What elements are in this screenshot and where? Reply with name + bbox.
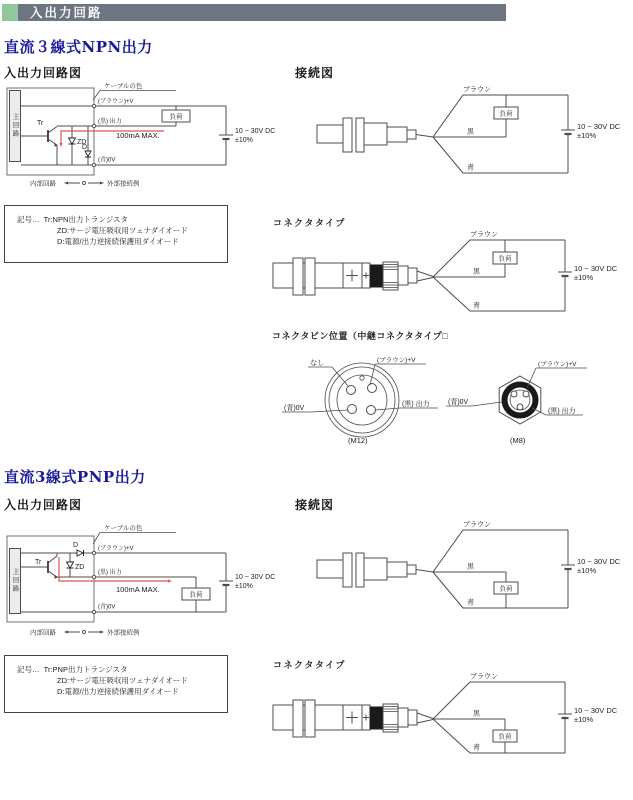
cable-color-callout [93, 523, 176, 544]
battery-icon [558, 240, 572, 311]
supply-range-label: 10 ~ 30V DC [577, 557, 621, 566]
npn-circuit-svg [4, 78, 276, 208]
cable-color-label: ケーブルの色 [104, 525, 143, 532]
load-label: 負荷 [498, 255, 512, 263]
npn-connector-svg [265, 230, 630, 342]
legend-prefix: 記号… [17, 665, 40, 674]
header-accent-square [2, 4, 18, 21]
main-circuit-box: 主回路 [9, 90, 21, 162]
black-label: 黒 [467, 563, 474, 571]
blue-label: 青 [473, 302, 480, 310]
black-out-label: (黒) 出力 [98, 570, 122, 576]
load-label: 負荷 [499, 585, 513, 593]
d-label: D [73, 542, 79, 549]
battery-icon [219, 553, 233, 612]
d-label: D [82, 144, 88, 151]
m8-brown-label: (ブラウン)+V [538, 361, 577, 368]
npn-connection-svg [295, 85, 630, 205]
legend-line1 [17, 215, 227, 226]
tr-label: Tr [37, 120, 44, 127]
supply-tol-label: ±10% [235, 137, 253, 144]
supply-range-label: 10 ~ 30V DC [235, 574, 276, 581]
m12-brown-label: (ブラウン)+V [377, 357, 416, 364]
npn-circuit-diagram [4, 78, 276, 208]
supply-range-label: 10 ~ 30V DC [577, 122, 621, 131]
brown-label: ブラウン [463, 521, 491, 529]
legend-line3: D:電源/出力逆接続保護用ダイオード [57, 236, 179, 246]
brown-label: ブラウン [463, 86, 491, 94]
npn-section-title: 直流３線式NPN出力 [4, 38, 153, 56]
m12-connector-face [282, 356, 438, 445]
supply-tol-label: ±10% [574, 715, 594, 724]
load-label: 負荷 [189, 591, 203, 599]
brown-v-label: (ブラウン)+V [98, 546, 134, 552]
blue-label: 青 [467, 599, 474, 607]
load-label: 負荷 [169, 113, 183, 121]
pnp-circuit-svg [4, 520, 276, 650]
npn-connector-heading: コネクタタイプ [273, 218, 346, 228]
zd-label: ZD [77, 139, 87, 146]
pnp-connector-svg [265, 672, 630, 784]
load-box [162, 106, 190, 126]
supply-range-label: 10 ~ 30V DC [574, 706, 618, 715]
black-out-label: (黒) 出力 [98, 119, 122, 125]
supply-range-label: 10 ~ 30V DC [235, 128, 276, 135]
legend-line2: ZD:サージ電圧吸収用ツェナダイオード [57, 225, 188, 235]
legend-line3: D:電源/出力逆接続保護用ダイオード [57, 686, 179, 696]
m12-none-label: なし [310, 360, 324, 367]
brown-label: ブラウン [470, 231, 498, 239]
external-connection-label: 外部接続例 [107, 180, 140, 188]
npn-legend-box [4, 205, 228, 263]
load-box [494, 572, 518, 608]
sensor-drawing [317, 118, 433, 152]
m8-blue-label: (青)0V [448, 399, 469, 406]
transistor-symbol [21, 120, 58, 165]
legend-line1 [17, 665, 227, 676]
transistor-symbol [21, 553, 58, 579]
blue-0v-label: (青)0V [98, 604, 116, 611]
battery-icon [558, 682, 572, 753]
pnp-legend-box [4, 655, 228, 713]
battery-icon [561, 530, 575, 608]
npn-connection-diagram [295, 85, 630, 205]
external-connection-label: 外部接続例 [107, 629, 140, 637]
main-circuit-box: 主回路 [9, 548, 21, 614]
m12-blue-label: (青)0V [284, 405, 305, 412]
m8-black-label: (黒) 出力 [548, 408, 576, 415]
legend-tr: Tr:PNP出力トランジスタ [43, 665, 128, 674]
pnp-connection-diagram [295, 520, 630, 640]
internal-circuit-label: 内部回路 [30, 629, 56, 637]
load-box [182, 577, 210, 612]
pnp-circuit-diagram [4, 520, 276, 650]
load-label: 負荷 [499, 110, 513, 118]
wires [21, 551, 226, 613]
pnp-connector-diagram [265, 672, 630, 784]
battery-icon [219, 106, 233, 165]
black-label: 黒 [473, 268, 480, 276]
pin-position-heading: コネクタピン位置（中継コネクタタイプ□ [272, 331, 449, 341]
npn-circuit-heading: 入出力回路図 [4, 66, 83, 80]
cable-color-callout [93, 81, 176, 100]
m8-caption: (M8) [510, 436, 526, 445]
supply-range-label: 10 ~ 30V DC [574, 264, 618, 273]
internal-external-annotation [30, 179, 140, 188]
blue-label: 青 [473, 744, 480, 752]
legend-tr: Tr:NPN出力トランジスタ [43, 215, 128, 224]
load-box [493, 719, 517, 753]
m8-connector-face [446, 360, 587, 445]
pnp-circuit-heading: 入出力回路図 [4, 498, 83, 512]
blue-label: 青 [467, 164, 474, 172]
load-box [494, 95, 518, 137]
supply-tol-label: ±10% [574, 273, 594, 282]
npn-connector-diagram [265, 230, 630, 342]
current-max-label: 100mA MAX. [116, 131, 160, 140]
internal-external-annotation [30, 628, 140, 637]
supply-tol-label: ±10% [577, 566, 597, 575]
m12-black-label: (黒) 出力 [402, 401, 430, 408]
wires [433, 530, 568, 608]
wires [433, 240, 565, 311]
black-label: 黒 [467, 128, 474, 136]
pnp-connection-heading: 接続図 [295, 498, 335, 512]
pnp-connector-heading: コネクタタイプ [273, 660, 346, 670]
zener-symbol [67, 553, 85, 577]
supply-tol-label: ±10% [235, 583, 253, 590]
supply-tol-label: ±10% [577, 131, 597, 140]
sensor-connector-drawing [273, 700, 433, 737]
load-label: 負荷 [498, 733, 512, 741]
blue-0v-label: (青)0V [98, 157, 116, 164]
diode-symbol [73, 542, 84, 556]
current-max-label: 100mA MAX. [116, 585, 160, 594]
internal-circuit-label: 内部回路 [30, 180, 56, 188]
page-title: 入出力回路 [18, 4, 506, 21]
pnp-connection-svg [295, 520, 630, 640]
pin-position-diagrams [280, 352, 630, 452]
legend-line2: ZD:サージ電圧吸収用ツェナダイオード [57, 675, 188, 685]
m12-caption: (M12) [348, 436, 368, 445]
brown-v-label: (ブラウン)+V [98, 99, 134, 105]
diode-symbol [82, 126, 91, 165]
zd-label: ZD [75, 564, 85, 571]
pins-svg [280, 352, 630, 452]
sensor-connector-drawing [273, 258, 433, 295]
black-label: 黒 [473, 710, 480, 718]
cable-color-label: ケーブルの色 [104, 83, 143, 90]
sensor-drawing [317, 553, 433, 587]
legend-prefix: 記号… [17, 215, 40, 224]
tr-label: Tr [35, 559, 42, 566]
pnp-section-title: 直流3線式PNP出力 [4, 468, 146, 486]
battery-icon [561, 95, 575, 173]
brown-label: ブラウン [470, 673, 498, 681]
npn-connection-heading: 接続図 [295, 66, 335, 80]
load-box [493, 240, 517, 277]
